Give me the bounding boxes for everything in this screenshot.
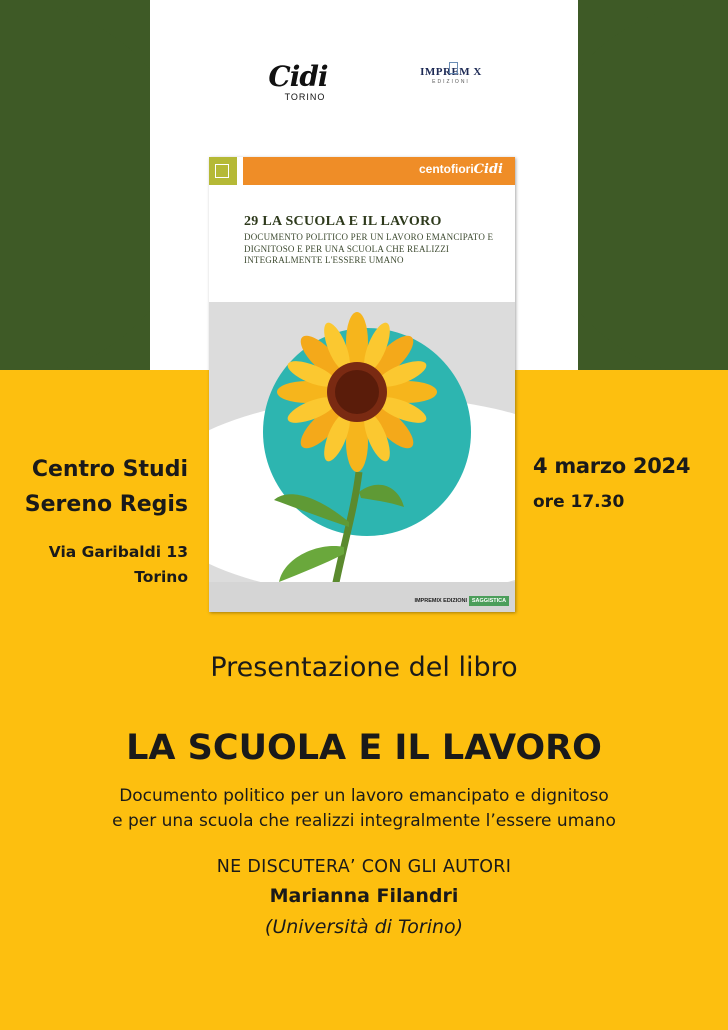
sunflower-center-inner — [335, 370, 379, 414]
cover-series-name: centofiori — [419, 162, 474, 176]
cover-publisher: IMPREMIX EDIZIONI — [414, 598, 467, 604]
venue-line1: Centro Studi — [31, 457, 188, 482]
cover-footer — [209, 582, 515, 612]
book-title: LA SCUOLA E IL LAVORO — [126, 728, 602, 768]
event-date: 4 marzo 2024 — [533, 454, 691, 478]
cover-collection-tag: SAGGISTICA — [469, 596, 509, 606]
presentation-heading: Presentazione del libro — [210, 652, 518, 683]
speaker-affiliation: (Università di Torino) — [264, 916, 464, 938]
venue-street: Via Garibaldi 13 — [48, 543, 188, 561]
impremix-logo — [420, 66, 482, 94]
venue-line2: Sereno Regis — [24, 492, 188, 517]
event-time: ore 17.30 — [533, 492, 625, 512]
cover-series-icon — [215, 164, 229, 178]
cover-title: 29 LA SCUOLA E IL LAVORO — [244, 214, 442, 229]
cover-series-label — [419, 162, 503, 177]
impremix-logo-mark: IMPREM X — [420, 66, 482, 78]
cover-band-divider — [237, 157, 243, 185]
cidi-logo-city: TORINO — [284, 92, 326, 102]
speaker-name: Marianna Filandri — [269, 885, 459, 907]
cidi-logo-mark: Cidi — [268, 60, 328, 93]
discussion-heading: NE DISCUTERA’ CON GLI AUTORI — [216, 857, 512, 877]
sunflower-illustration — [209, 302, 515, 592]
cover-subtitle: DOCUMENTO POLITICO PER UN LAVORO EMANCIPATO E DIGNITOSO E PER UNA SCUOLA CHE REALIZZI INTEGRALMENTE L'ESSERE UMANO — [244, 232, 494, 265]
book-description-line1: Documento politico per un lavoro emancipato e dignitoso — [119, 786, 609, 806]
book-description-line2: e per una scuola che realizzi integralmente l’essere umano — [112, 811, 616, 831]
impremix-logo-box-icon — [449, 62, 458, 74]
venue-city: Torino — [134, 568, 188, 586]
venue-name — [25, 452, 188, 522]
impremix-logo-sub: EDIZIONI — [432, 79, 470, 85]
cidi-logo — [268, 62, 328, 110]
book-description — [0, 784, 728, 834]
cover-series-brand: Cidi — [473, 162, 503, 177]
book-cover — [209, 157, 515, 612]
venue-address — [49, 540, 188, 590]
